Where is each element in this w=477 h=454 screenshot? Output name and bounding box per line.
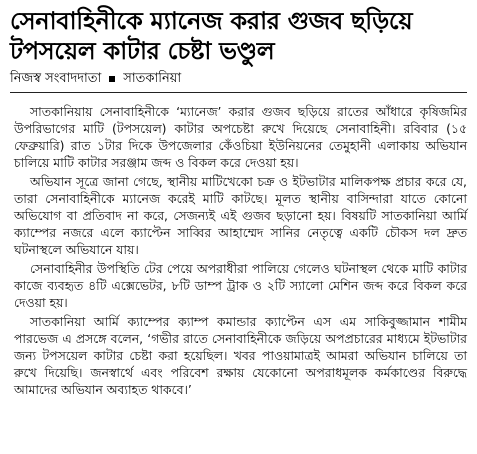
byline-separator: [109, 76, 115, 82]
article-paragraph-4: সাতকানিয়া আর্মি ক্যাম্পের ক্যাম্প কমান্ডার ক্যাপ্টেন এস এম সাকিবুজ্জামান শামীম পারভেজ এ প্রসঙ্গে বলেন, ‘গভীর রাতে সেনাবাহিনীকে জড়িয়ে অপপ্রচারের মাধ্যমে ইটভাটার জন্য টপসয়েল কাটার চেষ্টা করা হয়েছিল। খবর পাওয়ামাত্রই আমরা অভিযান চালিয়ে তা রুখে দিয়েছি। জনস্বার্থে এবং পরিবেশ রক্ষায় যেকোনো অপরাধমূলক কর্মকাণ্ডের বিরুদ্ধে আমাদের অভিযান অব্যাহত থাকবে।’: [14, 314, 467, 397]
byline: [10, 70, 467, 93]
byline-reporter: নিজস্ব সংবাদদাতা: [10, 71, 102, 86]
article-paragraph-1: সাতকানিয়ায় সেনাবাহিনীকে ‘ম্যানেজ’ করার গুজব ছড়িয়ে রাতের আঁধারে কৃষিজমির উপরিভাগের মাটি (টপসয়েল) কাটার অপচেষ্টা রুখে দিয়েছে সেনাবাহিনী। রবিবার (১৫ ফেব্রুয়ারি) রাত ১টার দিকে উপজেলার কেঁওচিয়া ইউনিয়নের তেমুহানী এলাকায় অভিযান চালিয়ে মাটি কাটার সরঞ্জাম জব্দ ও বিকল করে দেওয়া হয়।: [14, 104, 467, 170]
headline: সেনাবাহিনীকে ম্যানেজ করার গুজব ছড়িয়ে টপসয়েল কাটার চেষ্টা ভণ্ডুল: [10, 7, 413, 65]
article-paragraph-3: সেনাবাহিনীর উপস্থিতি টের পেয়ে অপরাধীরা পালিয়ে গেলেও ঘটনাস্থল থেকে মাটি কাটার কাজে ব্যবহৃত ৪টি এক্সেভেটর, ৮টি ডাম্প ট্রাক ও ২টি স্যালো মেশিন জব্দ করে বিকল করে দেওয়া হয়।: [14, 261, 467, 310]
byline-location: সাতকানিয়া: [123, 71, 182, 86]
article-paragraph-2: অভিযান সূত্রে জানা গেছে, স্থানীয় মাটিখেকো চক্র ও ইটভাটার মালিকপক্ষ প্রচার করে যে, তারা সেনাবাহিনীকে ম্যানেজ করেই মাটি কাটছে। মূলত স্থানীয় বাসিন্দারা যাতে কোনো অভিযোগ বা প্রতিবাদ না করে, সেজন্যই এই গুজব ছড়ানো হয়। বিষয়টি সাতকানিয়া আর্মি ক্যাম্পের নজরে এলে ক্যাপ্টেন সাব্বির আহাম্মেদ সানির নেতৃত্বে একটি চৌকস দল দ্রুত ঘটনাস্থলে অভিযানে যায়।: [14, 174, 467, 257]
article-body: [14, 103, 467, 398]
